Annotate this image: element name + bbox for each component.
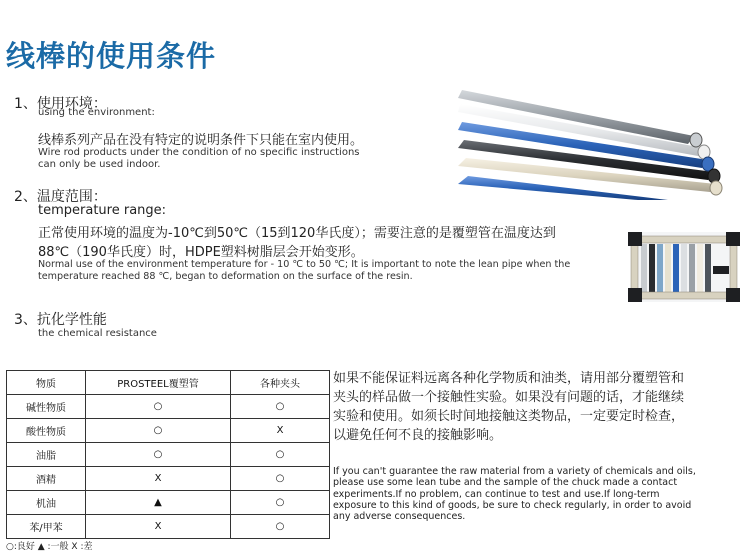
table-cell: ○ (231, 515, 330, 539)
table-cell: 机油 (7, 491, 86, 515)
advice-en-line: experiments.If no problem, can continue to test and use.If long-term (333, 488, 660, 500)
section-sub-temperature: temperature range: (38, 203, 167, 218)
section-heading-chemical: 3、抗化学性能 (14, 312, 107, 328)
advice-en-line: exposure to this kind of goods, be sure to check regularly, in order to avoid (333, 499, 692, 511)
page-title: 线棒的使用条件 (6, 39, 217, 73)
advice-en-line: any adverse consequences. (333, 511, 466, 523)
table-cell: ▲ (86, 491, 231, 515)
table-row (7, 419, 330, 443)
table-cell: 酒精 (7, 467, 86, 491)
table-header-row (7, 371, 330, 395)
table-legend: ○:良好 ▲ :一般 X :差 (6, 542, 93, 552)
env-text-en-2: can only be used indoor. (38, 159, 161, 170)
table-cell: ○ (86, 419, 231, 443)
table-header-cell: 各种夹头 (231, 371, 330, 395)
section-sub-chemical: the chemical resistance (38, 328, 157, 339)
pipes-photo (458, 86, 742, 200)
table-cell: 油脂 (7, 443, 86, 467)
table-cell: ○ (231, 467, 330, 491)
table-row (7, 395, 330, 419)
table-row (7, 467, 330, 491)
section-heading-temperature: 2、温度范围： (14, 189, 107, 205)
table-row (7, 443, 330, 467)
advice-zh-line: 以避免任何不良的接触影响。 (333, 428, 503, 443)
advice-zh-line: 如果不能保证料远离各种化学物质和油类，请用部分覆塑管和 (333, 371, 685, 386)
table-cell: ○ (86, 395, 231, 419)
table-cell: X (231, 419, 330, 443)
section-sub-environment: using the environment: (38, 107, 155, 118)
table-cell: 碱性物质 (7, 395, 86, 419)
table-cell: ○ (86, 443, 231, 467)
temp-text-en-2: temperature reached 88 ℃, began to deformation on the surface of the resin. (38, 271, 413, 282)
advice-en (333, 466, 747, 522)
table-cell: 酸性物质 (7, 419, 86, 443)
rack-photo (627, 222, 741, 320)
table-cell: ○ (231, 395, 330, 419)
temp-text-zh-2: 88℃（190华氏度）时，HDPE塑料树脂层会开始变形。 (38, 245, 364, 260)
temp-text-zh-1: 正常使用环境的温度为-10℃到50℃（15到120华氏度）；需要注意的是覆塑管在温度达到 (38, 226, 556, 241)
table-row (7, 515, 330, 539)
advice-zh-line: 夹头的样品做一个接触性实验。如果没有问题的话，才能继续 (333, 390, 685, 405)
table-header-cell: 物质 (7, 371, 86, 395)
env-text-en-1: Wire rod products under the condition of no specific instructions (38, 147, 360, 158)
table-cell: X (86, 467, 231, 491)
section-heading-environment: 1、使用环境： (14, 96, 107, 112)
env-text-zh: 线棒系列产品在没有特定的说明条件下只能在室内使用。 (38, 133, 364, 148)
table-cell: ○ (231, 443, 330, 467)
advice-en-line: If you can't guarantee the raw material from a variety of chemicals and oils, (333, 466, 696, 477)
table-row (7, 491, 330, 515)
advice-en-line: please use some lean tube and the sample of the chuck made a contact (333, 477, 678, 489)
table-header-cell: PROSTEEL覆塑管 (86, 371, 231, 395)
temp-text-en-1: Normal use of the environment temperature for - 10 ℃ to 50 ℃; It is important to note the lean pipe when the (38, 259, 571, 270)
chemical-resistance-table (6, 370, 330, 539)
advice-zh-line: 实验和使用。如须长时间地接触这类物品，一定要定时检查， (333, 409, 685, 424)
table-cell: 苯/甲苯 (7, 515, 86, 539)
advice-zh (333, 369, 743, 445)
table-cell: X (86, 515, 231, 539)
table-cell: ○ (231, 491, 330, 515)
rack-pipes (641, 244, 711, 294)
